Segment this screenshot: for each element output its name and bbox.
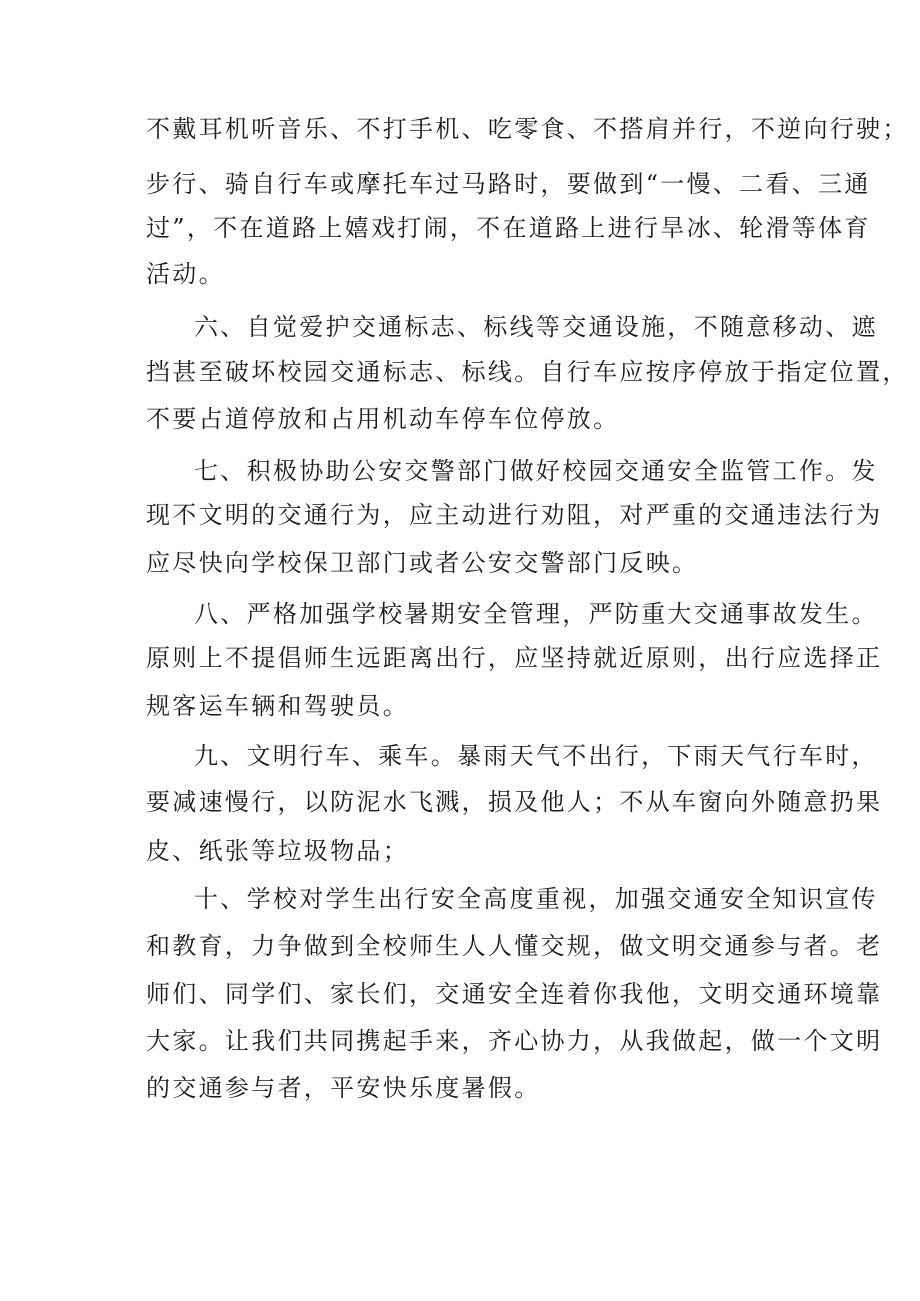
paragraph-first-line: 九、文明行车、乘车。暴雨天气不出行，下雨天气行车时，: [194, 742, 878, 770]
text-line: 活动。: [146, 260, 225, 288]
text-line: 规客运车辆和驾驶员。: [146, 692, 409, 720]
text-line: 师们、同学们、家长们，交通安全连着你我他，文明交通环境靠: [146, 980, 883, 1008]
text-line: 步行、骑自行车或摩托车过马路时，要做到“一慢、二看、三通: [146, 170, 871, 198]
text-line: 要减速慢行，以防泥水飞溅，损及他人；不从车窗向外随意扔果: [146, 788, 883, 816]
paragraph-first-line: 八、严格加强学校暑期安全管理，严防重大交通事故发生。: [194, 600, 878, 628]
paragraph-first-line: 六、自觉爱护交通标志、标线等交通设施，不随意移动、遮: [194, 313, 878, 341]
text-line: 不戴耳机听音乐、不打手机、吃零食、不搭肩并行，不逆向行驶；: [146, 115, 909, 143]
text-line: 过”，不在道路上嬉戏打闹，不在道路上进行旱冰、轮滑等体育: [146, 214, 871, 242]
text-line: 的交通参与者，平安快乐度暑假。: [146, 1074, 541, 1102]
text-line: 应尽快向学校保卫部门或者公安交警部门反映。: [146, 549, 699, 577]
paragraph-first-line: 十、学校对学生出行安全高度重视，加强交通安全知识宣传: [194, 885, 878, 913]
text-line: 不要占道停放和占用机动车停车位停放。: [146, 405, 620, 433]
text-line: 现不文明的交通行为，应主动进行劝阻，对严重的交通违法行为: [146, 501, 883, 529]
text-line: 皮、纸张等垃圾物品；: [146, 837, 409, 865]
text-line: 和教育，力争做到全校师生人人懂交规，做文明交通参与者。老: [146, 932, 883, 960]
text-line: 挡甚至破坏校园交通标志、标线。自行车应按序停放于指定位置，: [146, 358, 909, 386]
paragraph-first-line: 七、积极协助公安交警部门做好校园交通安全监管工作。发: [194, 457, 878, 485]
text-line: 原则上不提倡师生远距离出行，应坚持就近原则，出行应选择正: [146, 644, 883, 672]
text-line: 大家。让我们共同携起手来，齐心协力，从我做起，做一个文明: [146, 1027, 883, 1055]
